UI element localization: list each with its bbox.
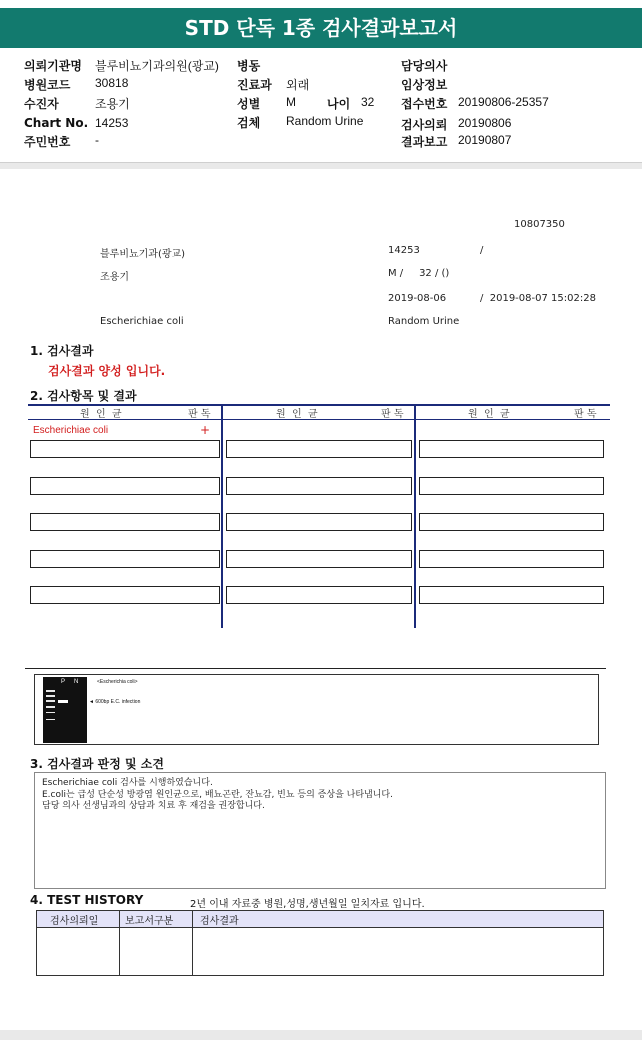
report-title: STD 단독 1종 검사결과보고서 bbox=[0, 8, 642, 48]
idnum-label: 주민번호 bbox=[24, 135, 71, 149]
organism-result: Escherichiae coli bbox=[33, 425, 109, 436]
opinion-line: 담당 의사 선생님과의 상담과 치료 후 재검을 권장합니다. bbox=[42, 801, 265, 811]
doctor-label: 담당의사 bbox=[401, 59, 448, 73]
report-value: 20190807 bbox=[458, 133, 512, 147]
result-cell bbox=[226, 477, 412, 495]
summary-slash: / bbox=[480, 245, 484, 256]
result-cell bbox=[30, 586, 220, 604]
ward-label: 병동 bbox=[237, 59, 261, 73]
result-cell bbox=[419, 513, 604, 531]
report-number: 10807350 bbox=[514, 219, 565, 230]
col-judge-header: 판 독 bbox=[188, 409, 211, 420]
summary-sex-age: M / 32 / () bbox=[388, 268, 450, 279]
code-label: 병원코드 bbox=[24, 78, 71, 92]
section3-title: 3. 검사결과 판정 및 소견 bbox=[30, 757, 164, 771]
lane-p-label: P bbox=[61, 679, 66, 685]
result-cell bbox=[419, 440, 604, 458]
sex-value: M bbox=[286, 95, 296, 109]
chart-label: Chart No. bbox=[24, 116, 89, 130]
ladder-band bbox=[46, 690, 55, 692]
section2-title: 2. 검사항목 및 결과 bbox=[30, 389, 137, 403]
specimen-value: Random Urine bbox=[286, 114, 364, 128]
opinion-line: E.coli는 급성 단순성 방광염 원인균으로, 배뇨곤란, 잔뇨감, 빈뇨 등의 증상을 나타냅니다. bbox=[42, 789, 393, 800]
col-organism-header: 원 인 균 bbox=[80, 409, 122, 420]
col-organism-header: 원 인 균 bbox=[276, 409, 318, 420]
column-separator bbox=[221, 404, 223, 628]
hospital-label: 의뢰기관명 bbox=[24, 59, 82, 73]
result-cell bbox=[226, 440, 412, 458]
report-label: 결과보고 bbox=[401, 135, 448, 149]
ladder-band bbox=[46, 719, 55, 720]
receipt-label: 접수번호 bbox=[401, 97, 448, 111]
patient-value: 조용기 bbox=[95, 97, 130, 111]
result-cell bbox=[226, 586, 412, 604]
summary-chart: 14253 bbox=[388, 245, 420, 256]
result-cell bbox=[30, 477, 220, 495]
history-column-line bbox=[119, 911, 120, 975]
column-separator bbox=[414, 404, 416, 628]
opinion-line: Escherichiae coli 검사를 시행하였습니다. bbox=[42, 778, 213, 788]
patient-label: 수진자 bbox=[24, 97, 59, 111]
clinical-label: 임상정보 bbox=[401, 78, 448, 92]
ladder-band bbox=[46, 695, 55, 697]
code-value: 30818 bbox=[95, 76, 129, 90]
request-value: 20190806 bbox=[458, 116, 512, 130]
history-column-line bbox=[192, 911, 193, 975]
sex-label: 성별 bbox=[237, 97, 261, 111]
ladder-band bbox=[46, 712, 55, 713]
history-col-request-date: 검사의뢰일 bbox=[50, 916, 99, 927]
header-separator bbox=[0, 162, 642, 169]
gel-electrophoresis-image bbox=[43, 677, 87, 743]
summary-date-received: 2019-08-06 bbox=[388, 293, 447, 304]
idnum-value: - bbox=[95, 133, 99, 147]
age-value: 32 bbox=[361, 95, 375, 109]
summary-hospital: 블루비뇨기과(광교) bbox=[100, 249, 186, 260]
age-label: 나이 bbox=[327, 97, 351, 111]
specimen-label: 검체 bbox=[237, 116, 261, 130]
history-col-result: 검사결과 bbox=[200, 916, 239, 927]
positive-band bbox=[58, 700, 68, 703]
dept-value: 외래 bbox=[286, 78, 310, 92]
result-cell bbox=[30, 513, 220, 531]
col-judge-header: 판 독 bbox=[381, 409, 404, 420]
section4-title: 4. TEST HISTORY bbox=[30, 893, 144, 907]
summary-date-reported: / 2019-08-07 15:02:28 bbox=[480, 293, 596, 304]
result-cell bbox=[226, 550, 412, 568]
result-cell bbox=[419, 477, 604, 495]
result-cell bbox=[419, 586, 604, 604]
section1-title: 1. 검사결과 bbox=[30, 344, 94, 358]
history-table bbox=[36, 910, 604, 976]
result-cell bbox=[30, 440, 220, 458]
result-cell bbox=[226, 513, 412, 531]
dept-label: 진료과 bbox=[237, 78, 272, 92]
result-positive-text: 검사결과 양성 입니다. bbox=[48, 364, 166, 378]
footer-strip bbox=[0, 1030, 642, 1040]
receipt-value: 20190806-25357 bbox=[458, 95, 549, 109]
divider-line bbox=[25, 668, 606, 669]
opinion-box bbox=[34, 772, 606, 889]
gel-caption: <Escherichia coli> bbox=[97, 679, 138, 685]
request-label: 검사의뢰 bbox=[401, 118, 448, 132]
ladder-band bbox=[46, 706, 55, 708]
result-cell bbox=[419, 550, 604, 568]
hospital-value: 블루비뇨기과의원(광교) bbox=[95, 59, 219, 73]
chart-value: 14253 bbox=[95, 116, 129, 130]
history-note: 2년 이내 자료중 병원,성명,생년월일 일치자료 입니다. bbox=[190, 899, 425, 910]
summary-specimen: Random Urine bbox=[388, 316, 460, 327]
ladder-band bbox=[46, 700, 55, 702]
history-col-report-type: 보고서구분 bbox=[125, 916, 174, 927]
result-cell bbox=[30, 550, 220, 568]
gel-band-label: ◄ 600bp E.C. infection bbox=[89, 699, 141, 705]
lane-n-label: N bbox=[74, 679, 79, 685]
summary-organism: Escherichiae coli bbox=[100, 316, 184, 327]
judge-result: + bbox=[200, 423, 211, 437]
col-organism-header: 원 인 균 bbox=[468, 409, 510, 420]
history-table-header bbox=[37, 911, 603, 928]
col-judge-header: 판 독 bbox=[574, 409, 597, 420]
summary-patient: 조용기 bbox=[100, 272, 129, 283]
